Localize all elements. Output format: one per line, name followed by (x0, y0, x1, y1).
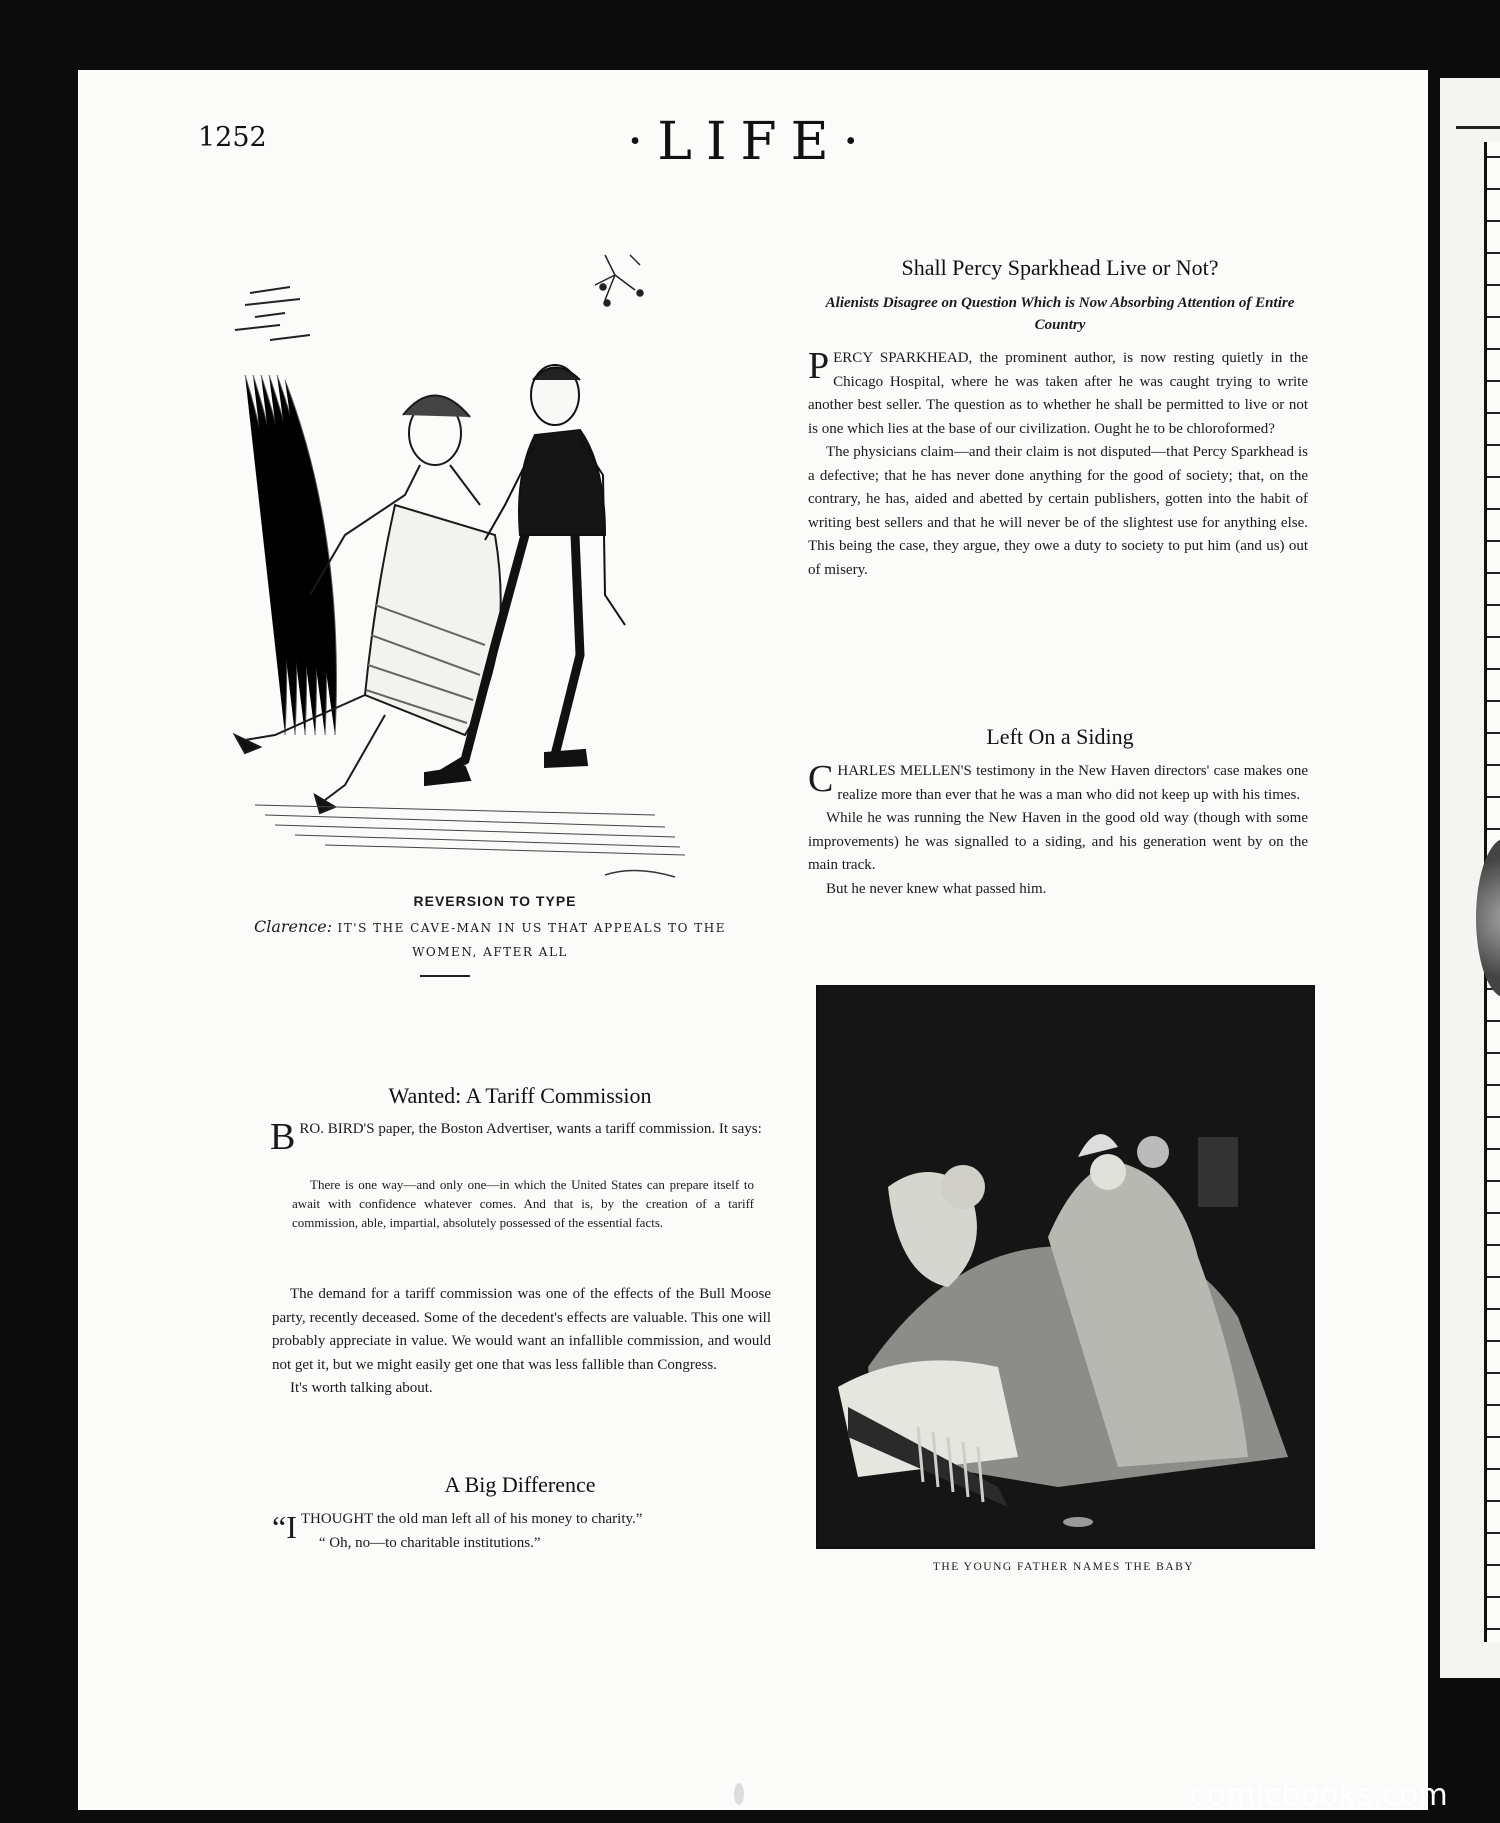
percy-dropcap: P (808, 345, 830, 387)
masthead: ·LIFE· (626, 112, 874, 172)
tariff-paragraph-2: The demand for a tariff commission was one of the effects of the Bull Moose party, recently deceased. Some of the decedent's effects are valuable. This one will probably appreciate in value. We would want an infallible commission, and would not get it, but we might easily get one that was less fallible than Congress. (272, 1286, 771, 1373)
watermark: comicbooks.com (1190, 1778, 1449, 1813)
siding-dropcap: C (808, 758, 834, 800)
facing-page-rule (1456, 126, 1500, 129)
percy-heading: Shall Percy Sparkhead Live or Not? (901, 255, 1219, 280)
bedroom-caption: THE YOUNG FATHER NAMES THE BABY (932, 1561, 1195, 1573)
percy-paragraph-2: The physicians claim—and their claim is not disputed—that Percy Sparkhead is a defective; that he has never done anything for the good of society; that, on the contrary, he has, aided and abetted by certain publishers, gotten into the habit of writing best sellers and that he will never be of the slightest use for anything else. This being the case, they argue, they owe a duty to society to put him (and us) out of misery. (808, 444, 1308, 578)
cartoon-caption-line1: IT'S THE CAVE-MAN IN US THAT APPEALS TO THE (337, 921, 727, 935)
difference-dropcap: “I (272, 1509, 297, 1545)
tariff-body (272, 1283, 771, 1401)
percy-paragraph-1: ERCY SPARKHEAD, the prominent author, is now resting quietly in the Chicago Hospital, where he was taken after he was caught trying to write another best seller. The question as to whether he shall be permitted to live or not is one which lies at the base of our civilization. Ought he to be chloroformed? (808, 350, 1308, 437)
tariff-dropcap: B (270, 1116, 296, 1158)
tariff-quote (292, 1175, 754, 1232)
difference-paragraph-2: “ Oh, no—to charitable institutions.” (318, 1534, 541, 1551)
siding-paragraph-2: While he was running the New Haven in the good old way (though with some improvements) he was signalled to a siding, and his generation went by on the main track. (808, 810, 1308, 873)
facing-page-edge (1440, 78, 1500, 1678)
cartoon-title: REVERSION TO TYPE (413, 893, 577, 909)
tariff-paragraph-3: It's worth talking about. (290, 1380, 433, 1396)
siding-paragraph-3: But he never knew what passed him. (826, 880, 1047, 897)
binding-stitch (734, 1783, 744, 1805)
siding-body (808, 760, 1308, 901)
tariff-intro-text: RO. BIRD'S paper, the Boston Advertiser, wants a tariff commission. It says: (299, 1121, 762, 1137)
cartoon-illustration (135, 175, 710, 955)
percy-body (808, 347, 1308, 582)
siding-paragraph-1: HARLES MELLEN'S testimony in the New Haven directors' case makes one realize more than ever that he was a man who did not keep up with his times. (837, 763, 1308, 803)
difference-heading: A Big Difference (444, 1472, 596, 1497)
tariff-heading: Wanted: A Tariff Commission (388, 1083, 652, 1108)
page-number: 1252 (198, 122, 267, 153)
bedroom-illustration (816, 985, 1315, 1549)
cartoon-speaker: Clarence: (253, 917, 333, 936)
cartoon-caption-line2: WOMEN, AFTER ALL (412, 945, 568, 959)
siding-heading: Left On a Siding (986, 724, 1134, 749)
tariff-quote-text: There is one way—and only one—in which the United States can prepare itself to await with confidence whatever comes. And that is, by the creation of a tariff commission, able, impartial, absolutely possessed of the essential facts. (292, 1177, 754, 1230)
facing-page-illustration (1476, 838, 1500, 998)
cartoon-caption (190, 915, 790, 964)
difference-paragraph-1: THOUGHT the old man left all of his money to charity.” (300, 1511, 643, 1527)
percy-subheading: Alienists Disagree on Question Which is Now Absorbing Attention of Entire Country (825, 295, 1295, 333)
section-divider (420, 975, 470, 977)
tariff-intro (270, 1116, 770, 1158)
difference-body (272, 1508, 771, 1555)
